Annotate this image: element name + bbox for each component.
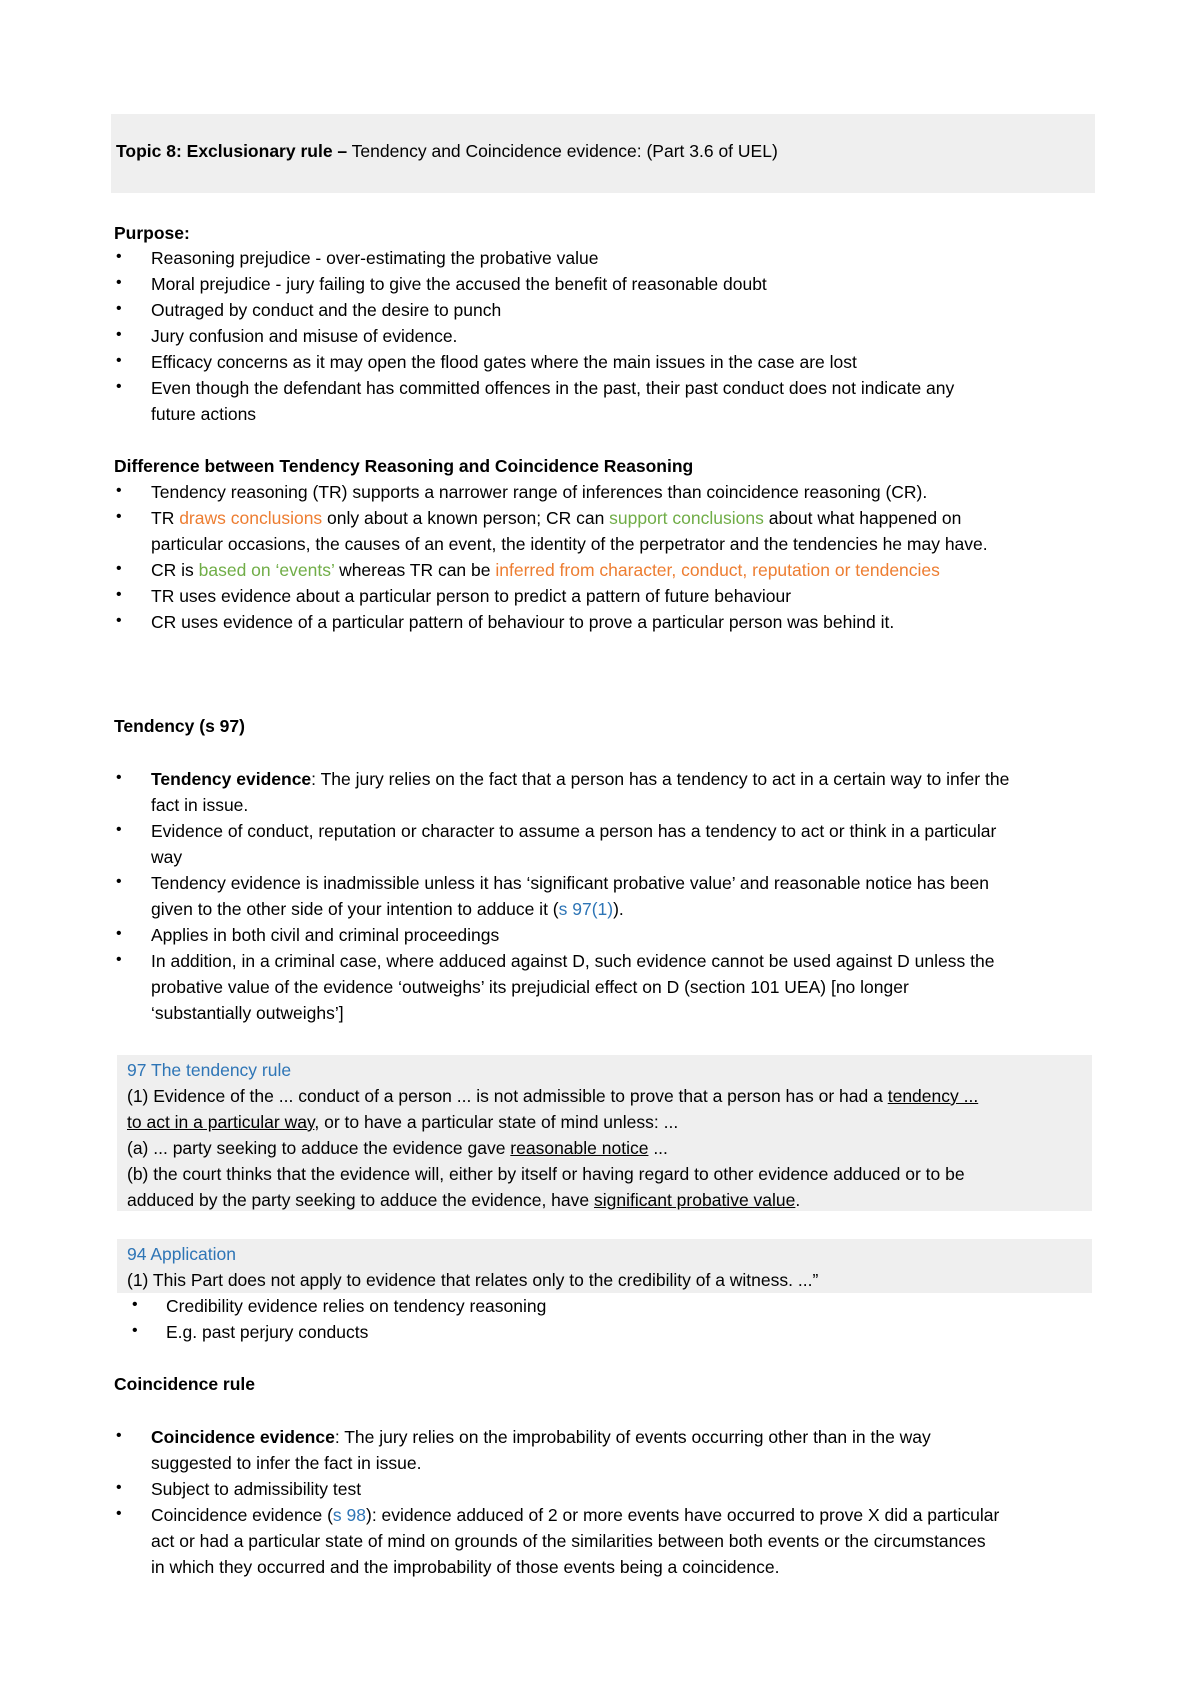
- orange-text: draws conclusions: [179, 508, 323, 528]
- tendency-item: In addition, in a criminal case, where adduced against D, such evidence cannot be used against D unless the: [151, 951, 995, 971]
- rule-97-line: (a) ... party seeking to adduce the evidence gave reasonable notice ...: [127, 1138, 668, 1158]
- section-link[interactable]: s 98: [332, 1505, 366, 1525]
- coincidence-heading: Coincidence rule: [114, 1374, 256, 1394]
- tendency-item-cont: given to the other side of your intention to adduce it (s 97(1)).: [151, 899, 624, 919]
- tendency-item: Tendency evidence is inadmissible unless it has ‘significant probative value’ and reasonable notice has been: [151, 873, 989, 893]
- bullet: •: [116, 1479, 122, 1496]
- bullet: •: [116, 821, 122, 838]
- rule-97-line: to act in a particular way, or to have a particular state of mind unless: ...: [127, 1112, 679, 1132]
- rule-97-heading: 97 The tendency rule: [127, 1060, 292, 1080]
- bullet: •: [116, 274, 122, 291]
- rule-94-heading: 94 Application: [127, 1244, 236, 1264]
- difference-item: TR uses evidence about a particular person to predict a pattern of future behaviour: [151, 586, 792, 606]
- green-text: based on ‘events’: [198, 560, 335, 580]
- bullet: •: [116, 951, 122, 968]
- tendency-item: Applies in both civil and criminal proceedings: [151, 925, 500, 945]
- section-link[interactable]: s 97(1): [558, 899, 614, 919]
- purpose-item: Outraged by conduct and the desire to punch: [151, 300, 502, 320]
- title-bold: Topic 8: Exclusionary rule –: [116, 141, 348, 161]
- difference-item: CR uses evidence of a particular pattern of behaviour to prove a particular person was behind it.: [151, 612, 895, 632]
- rule-97-line: (b) the court thinks that the evidence will, either by itself or having regard to other evidence adduced or to be: [127, 1164, 965, 1184]
- coincidence-item-cont: suggested to infer the fact in issue.: [151, 1453, 422, 1473]
- bullet: •: [132, 1296, 138, 1313]
- tendency-item-cont: way: [151, 847, 183, 867]
- purpose-item: Moral prejudice - jury failing to give the accused the benefit of reasonable doubt: [151, 274, 767, 294]
- rule-97-line: adduced by the party seeking to adduce the evidence, have significant probative value.: [127, 1190, 801, 1210]
- bullet: •: [116, 378, 122, 395]
- bullet: •: [116, 873, 122, 890]
- title-rest: Tendency and Coincidence evidence: (Part 3.6 of UEL): [347, 141, 778, 161]
- rule-94-item: Credibility evidence relies on tendency reasoning: [166, 1296, 547, 1316]
- difference-item-cont: particular occasions, the causes of an event, the identity of the perpetrator and the tendencies he may have.: [151, 534, 988, 554]
- bullet: •: [116, 1427, 122, 1444]
- purpose-heading: Purpose:: [114, 223, 190, 243]
- tendency-item: Evidence of conduct, reputation or character to assume a person has a tendency to act or think in a particular: [151, 821, 997, 841]
- page-title: [116, 141, 778, 162]
- purpose-item: Efficacy concerns as it may open the flood gates where the main issues in the case are lost: [151, 352, 857, 372]
- bullet: •: [116, 352, 122, 369]
- rule-94-item: E.g. past perjury conducts: [166, 1322, 369, 1342]
- tendency-heading: Tendency (s 97): [114, 716, 245, 736]
- bullet: •: [132, 1322, 138, 1339]
- purpose-item: Even though the defendant has committed offences in the past, their past conduct does not indicate any: [151, 378, 955, 398]
- tendency-item-cont: fact in issue.: [151, 795, 249, 815]
- bullet: •: [116, 925, 122, 942]
- bullet: •: [116, 248, 122, 265]
- bullet: •: [116, 769, 122, 786]
- coincidence-item: Coincidence evidence: The jury relies on the improbability of events occurring other than in the way: [151, 1427, 931, 1447]
- purpose-item-cont: future actions: [151, 404, 257, 424]
- tendency-item: Tendency evidence: The jury relies on the fact that a person has a tendency to act in a certain way to infer the: [151, 769, 1010, 789]
- tendency-item-cont: probative value of the evidence ‘outweighs’ its prejudicial effect on D (section 101 UEA) [no longer: [151, 977, 909, 997]
- bullet: •: [116, 508, 122, 525]
- rule-94-line: (1) This Part does not apply to evidence that relates only to the credibility of a witness. ...”: [127, 1270, 819, 1290]
- bullet: •: [116, 586, 122, 603]
- rule-97-line: (1) Evidence of the ... conduct of a person ... is not admissible to prove that a person has or had a tendency ...: [127, 1086, 979, 1106]
- purpose-item: Jury confusion and misuse of evidence.: [151, 326, 458, 346]
- coincidence-item-cont: act or had a particular state of mind on grounds of the similarities between both events or the circumstances: [151, 1531, 986, 1551]
- difference-heading: Difference between Tendency Reasoning and Coincidence Reasoning: [114, 456, 694, 476]
- coincidence-item-cont: in which they occurred and the improbability of those events being a coincidence.: [151, 1557, 780, 1577]
- bullet: •: [116, 326, 122, 343]
- difference-item: CR is based on ‘events’ whereas TR can be inferred from character, conduct, reputation or tendencies: [151, 560, 940, 580]
- coincidence-item: Coincidence evidence (s 98): evidence adduced of 2 or more events have occurred to prove X did a particular: [151, 1505, 1000, 1525]
- purpose-item: Reasoning prejudice - over-estimating the probative value: [151, 248, 599, 268]
- bullet: •: [116, 1505, 122, 1522]
- difference-item: Tendency reasoning (TR) supports a narrower range of inferences than coincidence reasoning (CR).: [151, 482, 928, 502]
- bullet: •: [116, 612, 122, 629]
- difference-item: TR draws conclusions only about a known person; CR can support conclusions about what happened on: [151, 508, 962, 528]
- bullet: •: [116, 560, 122, 577]
- bullet: •: [116, 300, 122, 317]
- orange-text: inferred from character, conduct, reputation or tendencies: [495, 560, 940, 580]
- tendency-item-cont: ‘substantially outweighs’]: [151, 1003, 344, 1023]
- bullet: •: [116, 482, 122, 499]
- coincidence-item: Subject to admissibility test: [151, 1479, 362, 1499]
- green-text: support conclusions: [609, 508, 764, 528]
